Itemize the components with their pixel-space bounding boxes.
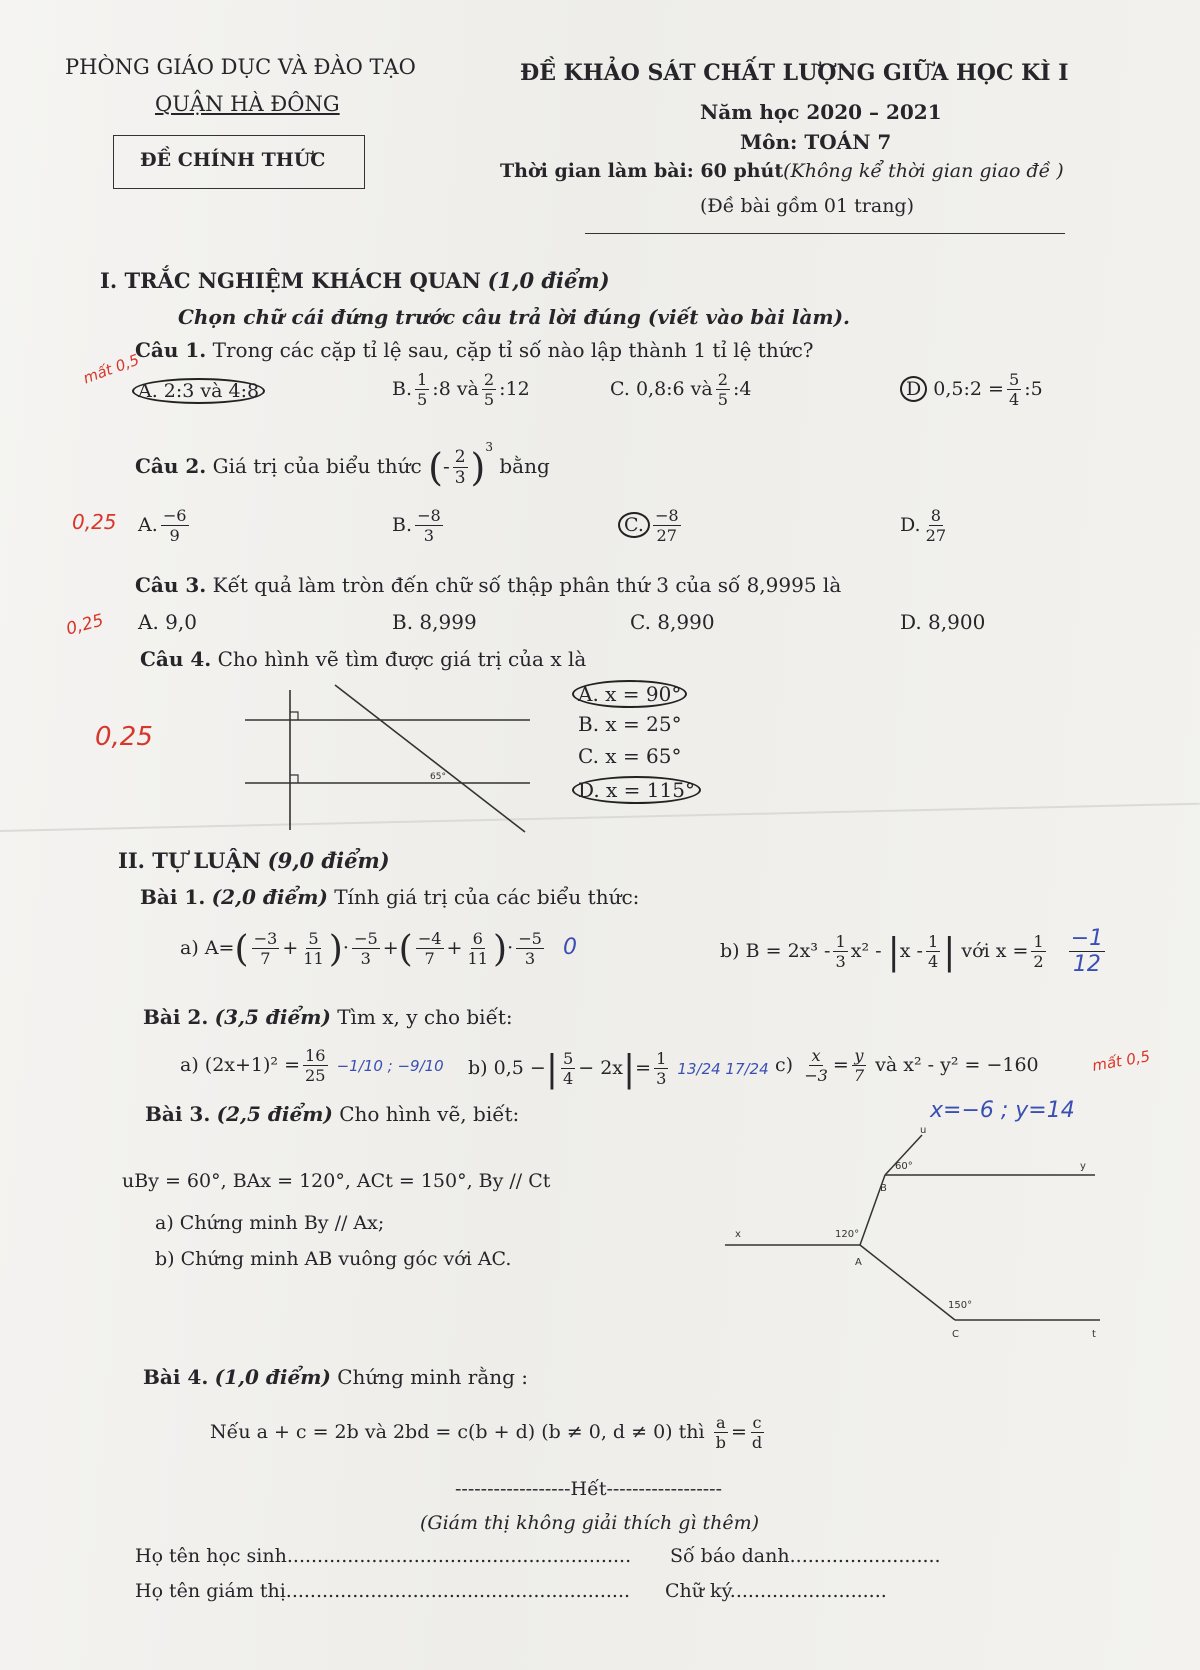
bai1-f2-den: 11 <box>303 949 324 968</box>
header-divider <box>585 233 1065 234</box>
q4-d-text: D. x = 115° <box>572 776 701 804</box>
bai1-b-expr1: B = 2x³ - <box>745 940 831 962</box>
bai4-points: (1,0 điểm) <box>214 1365 331 1389</box>
q1-score-handwritten: mất 0,5 <box>80 350 142 388</box>
q2-d-num: 8 <box>930 506 942 525</box>
q2-paren-open: ( <box>428 445 443 490</box>
q1-c-frac-den: 5 <box>717 390 729 410</box>
paren: ( <box>234 928 249 970</box>
q2-label: Câu 2. <box>135 454 207 478</box>
bai1-f3-den: 3 <box>360 949 371 968</box>
bai1-b-frac1-den: 3 <box>835 952 846 971</box>
q2-suffix: bằng <box>499 454 550 478</box>
bai1-f6-num: −5 <box>518 928 542 948</box>
time-line <box>500 160 1064 182</box>
bai2-c <box>775 1048 1039 1084</box>
bai1-b-frac1 <box>833 931 847 971</box>
bai1b-hw-den: 12 <box>1072 952 1101 977</box>
bai1-f5-num: 6 <box>472 928 483 948</box>
q1-option-b <box>392 372 530 408</box>
q1-b-frac2-den: 5 <box>483 390 495 410</box>
q2-d-letter: D. <box>900 514 921 537</box>
abs-bar: | <box>623 1048 636 1090</box>
bai3-part-a: a) Chứng minh By // Ax; <box>155 1212 385 1234</box>
pages-note: (Đề bài gồm 01 trang) <box>700 195 915 217</box>
signature-field: Chữ ký.......................... <box>665 1580 887 1602</box>
bai2c-score-handwritten: mất 0,5 <box>1090 1047 1152 1075</box>
q1-c-frac-num: 2 <box>717 370 729 389</box>
q1-d-prefix: 0,5:2 = <box>933 378 1004 401</box>
q2-a-frac <box>161 508 189 544</box>
q2-option-b <box>392 508 446 544</box>
bai2-b <box>468 1048 769 1090</box>
fig-label-A: A <box>855 1257 862 1268</box>
bai1-b-frac1-num: 1 <box>835 931 846 951</box>
paren: ) <box>492 928 508 970</box>
bai2-c-frac1-den: −3 <box>804 1066 828 1086</box>
bai2-a-label: a) <box>180 1054 199 1077</box>
q2-paren-close: ) <box>470 445 486 490</box>
q2-expr-num: 2 <box>454 446 466 467</box>
q1-option-c <box>610 372 752 408</box>
q2-d-frac <box>924 508 949 544</box>
bai2-header <box>143 1005 513 1029</box>
bai2-b-label: b) <box>468 1057 488 1079</box>
q1-text: Trong các cặp tỉ lệ sau, cặp tỉ số nào lập thành 1 tỉ lệ thức? <box>212 338 814 362</box>
fig-angle-150: 150° <box>948 1300 973 1311</box>
q1-b-frac1-num: 1 <box>417 370 428 389</box>
department: PHÒNG GIÁO DỤC VÀ ĐÀO TẠO <box>65 55 416 79</box>
fig-angle-60: 60° <box>895 1161 913 1172</box>
q3-question <box>135 573 841 597</box>
q4-option-c: C. x = 65° <box>578 744 682 768</box>
q2-option-c <box>618 508 684 544</box>
abs-bar: | <box>887 931 900 973</box>
candidate-number-field: Số báo danh......................... <box>670 1545 941 1567</box>
bai4-frac1 <box>714 1415 728 1451</box>
q1-c-frac <box>716 372 730 408</box>
q1-b-frac2-num: 2 <box>483 370 495 389</box>
subject: Môn: TOÁN 7 <box>740 130 892 154</box>
bai1-b-frac3-den: 2 <box>1033 952 1044 971</box>
q2-option-d <box>900 508 951 544</box>
q2-a-letter: A. <box>138 514 158 537</box>
bai1-b-frac2-num: 1 <box>927 931 939 951</box>
q2-score-handwritten: 0,25 <box>72 510 117 534</box>
fig-label-y: y <box>1080 1161 1086 1172</box>
bai1-f1-den: 7 <box>260 949 271 968</box>
q2-sign: - <box>442 454 450 478</box>
bai1-b-frac3-num: 1 <box>1033 931 1044 951</box>
bai4-eq: = <box>730 1421 747 1444</box>
bai1-b-abs-x: x - <box>899 940 923 962</box>
bai1-f5-den: 11 <box>467 949 488 968</box>
q2-expr-den: 3 <box>454 467 466 488</box>
q1-d-letter: D <box>900 376 927 402</box>
q2-c-frac <box>653 508 681 544</box>
q2-b-num: −8 <box>417 506 441 525</box>
q4-fig-angle-label: 65° <box>430 772 446 782</box>
q4-option-d <box>572 776 701 804</box>
q3-option-a: A. 9,0 <box>138 610 197 634</box>
bai2a-handwritten: −1/10 ; −9/10 <box>336 1057 444 1076</box>
q2-b-frac <box>415 508 443 544</box>
bai4-f2-den: d <box>751 1433 763 1453</box>
part1-points: (1,0 điểm) <box>487 268 610 293</box>
fig-label-B: B <box>880 1183 887 1194</box>
bai2-a-den: 25 <box>305 1066 326 1086</box>
q4-option-a <box>572 680 687 708</box>
abs-bar: | <box>943 931 956 973</box>
bai1-points: (2,0 điểm) <box>211 885 328 909</box>
bai2-a-num: 16 <box>305 1046 326 1065</box>
bai2-a <box>180 1048 444 1084</box>
bai2-c-tail: và x² - y² = −160 <box>875 1054 1039 1077</box>
q1-d-frac-num: 5 <box>1008 370 1020 389</box>
end-marker: ------------------Hết------------------ <box>455 1478 723 1500</box>
bai1-f3 <box>352 928 380 968</box>
bai2-c-frac1-num: x <box>811 1046 821 1065</box>
bai2-b-frac1-num: 5 <box>562 1048 574 1068</box>
q2-a-den: 9 <box>169 526 180 546</box>
q2-c-den: 27 <box>656 526 678 546</box>
bai2b-handwritten: 13/24 17/24 <box>677 1060 769 1078</box>
q2-option-a <box>138 508 192 544</box>
student-name-field: Họ tên học sinh......................................................... <box>135 1545 632 1567</box>
q2-c-num: −8 <box>654 506 679 525</box>
q2-c-letter: C. <box>618 512 650 538</box>
bai2-b-frac2-num: 1 <box>656 1048 667 1068</box>
bai1b-handwritten <box>1069 928 1105 976</box>
bai2-b-frac2-den: 3 <box>656 1069 667 1088</box>
q1-b-frac1 <box>415 372 429 408</box>
school-year: Năm học 2020 – 2021 <box>700 100 942 124</box>
q2-d-den: 27 <box>925 526 947 546</box>
bai1-f2 <box>301 928 326 968</box>
bai1-b <box>720 928 1108 976</box>
q3-text: Kết quả làm tròn đến chữ số thập phân thứ 3 của số 8,9995 là <box>212 573 842 597</box>
q4-text: Cho hình vẽ tìm được giá trị của x là <box>217 647 587 671</box>
proctor-note: (Giám thị không giải thích gì thêm) <box>420 1512 760 1534</box>
bai4-frac2 <box>750 1415 764 1451</box>
paren: ( <box>398 928 413 970</box>
q1-option-a <box>132 378 265 404</box>
bai2-c-frac2 <box>852 1048 866 1084</box>
bai1-f1 <box>252 928 280 968</box>
q1-b-prefix: B. <box>392 378 413 401</box>
q1-c-end: :4 <box>733 378 752 401</box>
q3-label: Câu 3. <box>135 573 207 597</box>
bai1a-handwritten: 0 <box>562 935 577 960</box>
bai2-a-frac <box>303 1048 328 1084</box>
q1-b-frac1-den: 5 <box>417 390 428 410</box>
official-label: ĐỀ CHÍNH THỨC <box>140 149 326 171</box>
part2-heading <box>118 848 390 873</box>
q4-figure <box>240 680 540 840</box>
fig-label-u: u <box>920 1125 927 1136</box>
bai2-c-frac2-num: y <box>854 1046 864 1065</box>
bai1-f4-den: 7 <box>424 949 435 968</box>
bai2c-answer-handwritten: x=−6 ; y=14 <box>930 1098 1075 1123</box>
q1-d-frac <box>1007 372 1021 408</box>
q4-label: Câu 4. <box>140 647 212 671</box>
bai3-header <box>145 1102 519 1126</box>
q2-a-num: −6 <box>162 506 187 525</box>
q2-question <box>135 440 550 490</box>
bai2-b-frac1-den: 4 <box>562 1069 574 1088</box>
q1-question <box>135 338 814 362</box>
part1-instruction: Chọn chữ cái đứng trước câu trả lời đúng (viết vào bài làm). <box>178 305 851 329</box>
q2-b-letter: B. <box>392 514 413 537</box>
bai2-b-expr1: 0,5 − <box>493 1057 546 1079</box>
q1-b-end: :12 <box>499 378 530 401</box>
bai3-figure <box>710 1125 1110 1350</box>
q2-expr-frac <box>453 446 468 488</box>
q3-option-c: C. 8,990 <box>630 610 715 634</box>
bai2-c-frac2-den: 7 <box>853 1066 865 1086</box>
bai2-b-expr2: − 2x <box>578 1057 624 1079</box>
bai1-label: Bài 1. <box>140 885 206 909</box>
bai3-part-b: b) Chứng minh AB vuông góc với AC. <box>155 1248 512 1270</box>
q1-d-frac-den: 4 <box>1008 390 1020 410</box>
bai3-label: Bài 3. <box>145 1102 211 1126</box>
bai2-c-eq: = <box>832 1054 849 1077</box>
bai1-f4 <box>416 928 444 968</box>
bai1-f6-den: 3 <box>524 949 536 968</box>
bai2-b-frac1 <box>561 1048 575 1088</box>
bai3-text: Cho hình vẽ, biết: <box>339 1102 520 1126</box>
bai1-header <box>140 885 639 909</box>
bai3-points: (2,5 điểm) <box>216 1102 333 1126</box>
time-note: (Không kể thời gian giao đề ) <box>783 160 1064 182</box>
q4-option-b: B. x = 25° <box>578 712 682 736</box>
part1-title: I. TRẮC NGHIỆM KHÁCH QUAN <box>100 268 481 293</box>
bai2-b-eq: = <box>635 1057 652 1079</box>
bai4-label: Bài 4. <box>143 1365 209 1389</box>
bai1-f5 <box>465 928 490 968</box>
q1-b-mid: :8 và <box>432 378 479 401</box>
district: QUẬN HÀ ĐÔNG <box>155 92 340 116</box>
bai1-f1-num: −3 <box>253 928 278 948</box>
paren: ) <box>328 928 343 970</box>
fig-angle-120: 120° <box>835 1229 860 1240</box>
q2-exponent: 3 <box>485 440 493 454</box>
fig-label-C: C <box>952 1329 959 1340</box>
fig-label-t: t <box>1092 1329 1096 1340</box>
bai2-c-frac1 <box>802 1048 830 1084</box>
q3-option-d: D. 8,900 <box>900 610 986 634</box>
abs-bar: | <box>545 1048 558 1090</box>
bai1-a-label: a) <box>180 937 199 959</box>
bai1-f3-num: −5 <box>353 928 378 948</box>
bai3-given: uBy = 60°, BAx = 120°, ACt = 150°, By // Ct <box>122 1170 551 1192</box>
bai2-a-expr: (2x+1)² = <box>204 1054 301 1077</box>
bai1-b-label: b) <box>720 940 740 962</box>
bai1-a: a) A=( $\frac{-3}{7}$ + $\frac{5}{11}$ )· $\frac{-5}{3}$ +( $\frac{-4}{7}$ + $\frac{6}{11}$ )· $\frac{-5}{3}$ 0 <box>180 928 577 970</box>
bai1-b-expr2: x² - <box>850 940 882 962</box>
bai4-f2-num: c <box>752 1413 762 1432</box>
q3-score-handwritten: 0,25 <box>64 610 106 640</box>
bai2-b-frac2 <box>654 1048 668 1088</box>
q1-d-end: :5 <box>1024 378 1043 401</box>
part2-points: (9,0 điểm) <box>267 848 390 873</box>
bai2-text: Tìm x, y cho biết: <box>337 1005 513 1029</box>
q1-b-frac2 <box>482 372 496 408</box>
bai1-f2-num: 5 <box>308 928 319 948</box>
bai2-label: Bài 2. <box>143 1005 209 1029</box>
q1-option-a-text: A. 2:3 và 4:8 <box>132 378 265 404</box>
bai2-c-label: c) <box>775 1054 794 1077</box>
q2-text: Giá trị của biểu thức <box>212 454 422 478</box>
q1-label: Câu 1. <box>135 338 207 362</box>
q3-option-b: B. 8,999 <box>392 610 477 634</box>
bai1-f6 <box>516 928 544 968</box>
bai1-b-frac3 <box>1031 931 1045 971</box>
bai1b-hw-num: −1 <box>1070 926 1104 951</box>
exam-title: ĐỀ KHẢO SÁT CHẤT LƯỢNG GIỮA HỌC KÌ I <box>520 60 1069 86</box>
bai1-text: Tính giá trị của các biểu thức: <box>334 885 640 909</box>
bai4-f1-den: b <box>715 1433 726 1453</box>
part1-heading <box>100 268 610 293</box>
q2-b-den: 3 <box>423 526 435 546</box>
q1-c-prefix: C. 0,8:6 và <box>610 378 713 401</box>
bai1-b-with: với x = <box>961 940 1029 962</box>
bai4-statement <box>210 1415 767 1451</box>
proctor-name-field: Họ tên giám thị......................................................... <box>135 1580 631 1602</box>
time-bold: Thời gian làm bài: 60 phút <box>500 160 784 182</box>
q4-score-handwritten: 0,25 <box>95 722 153 752</box>
bai1-f4-num: −4 <box>417 928 442 948</box>
q4-question <box>140 647 586 671</box>
bai4-f1-num: a <box>716 1413 726 1432</box>
bai2-points: (3,5 điểm) <box>214 1005 331 1029</box>
q1-option-d <box>900 372 1043 408</box>
bai4-text: Chứng minh rằng : <box>337 1365 529 1389</box>
q4-a-text: A. x = 90° <box>572 680 687 708</box>
bai1-a-lhs: A= <box>204 937 235 959</box>
bai4-header <box>143 1365 528 1389</box>
part2-title: II. TỰ LUẬN <box>118 848 261 873</box>
fig-label-x: x <box>735 1229 741 1240</box>
bai4-stmt: Nếu a + c = 2b và 2bd = c(b + d) (b ≠ 0, d ≠ 0) thì <box>210 1421 705 1444</box>
bai1-b-frac2-den: 4 <box>927 952 939 971</box>
bai1-b-frac2 <box>926 931 940 971</box>
